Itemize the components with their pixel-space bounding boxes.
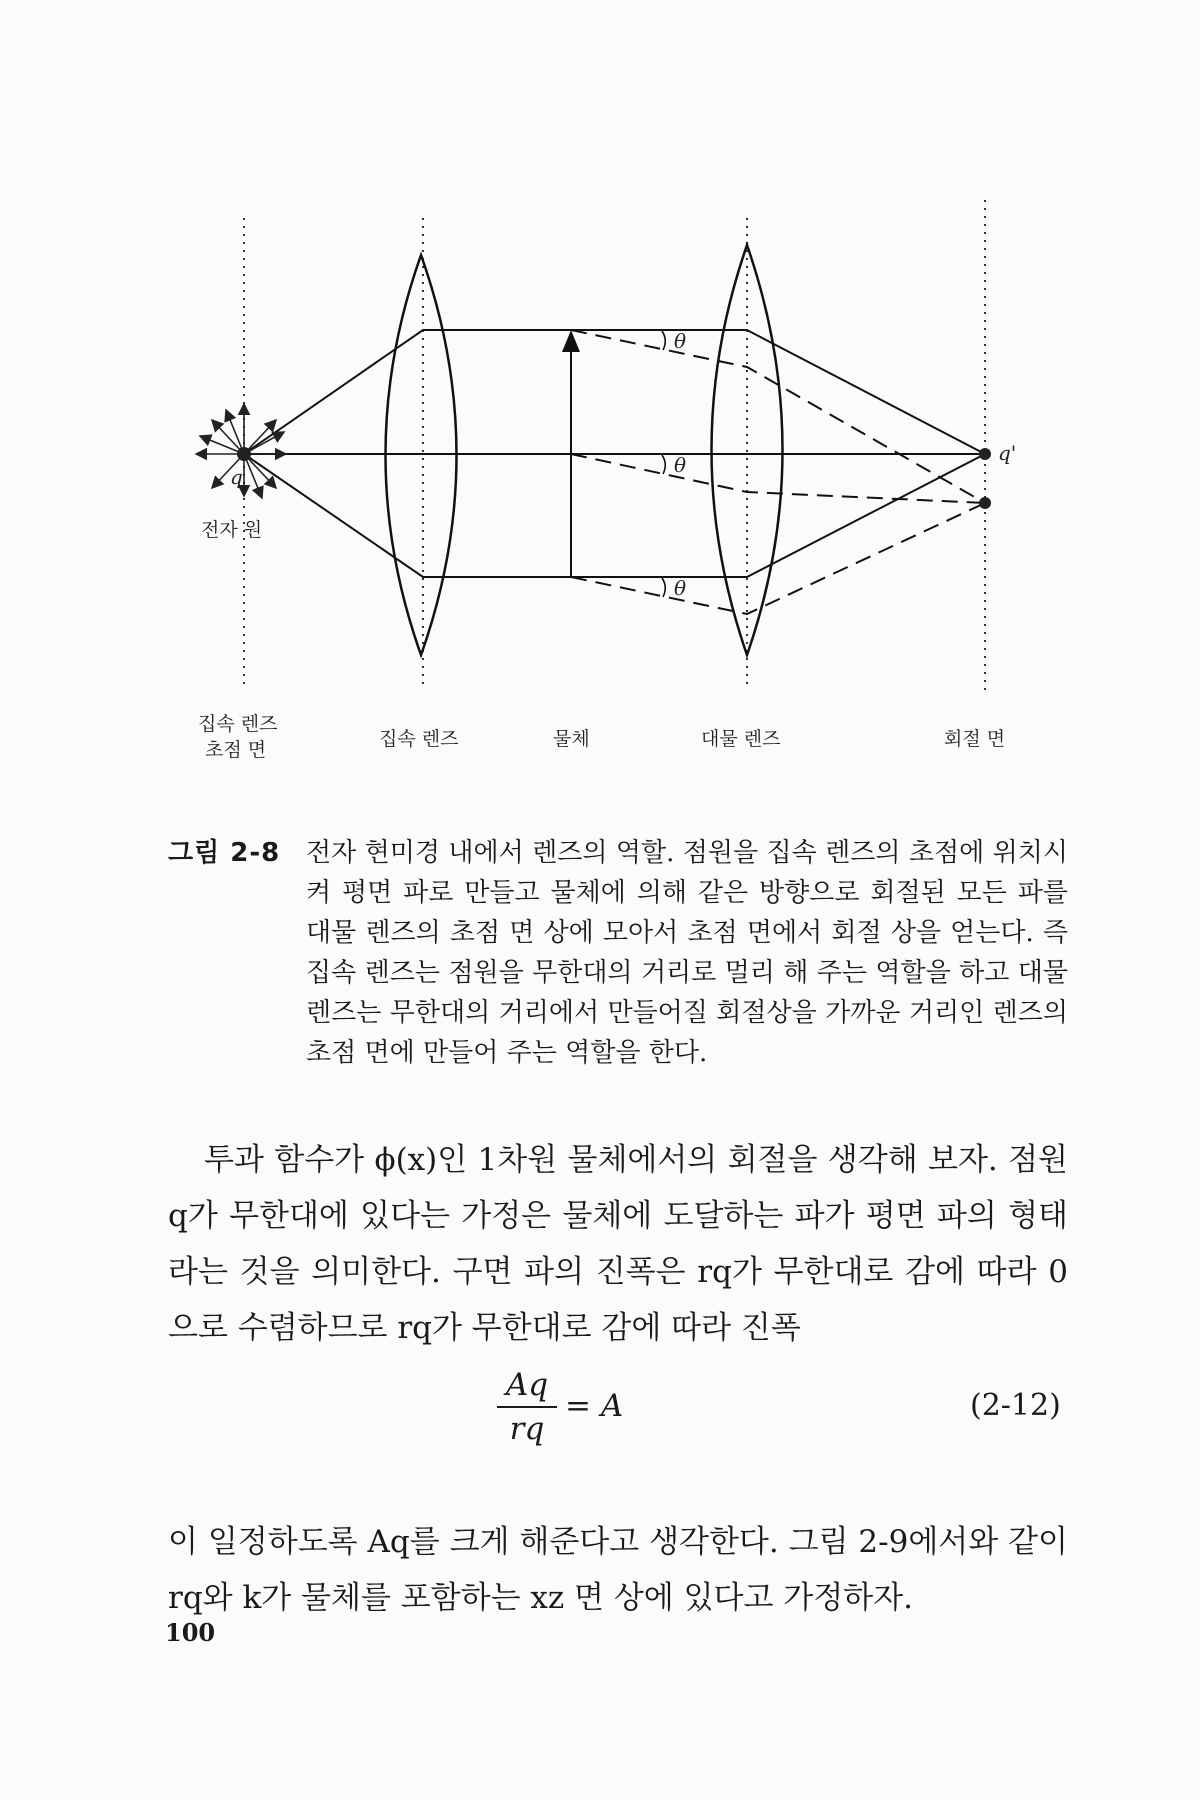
body-paragraph-1: 투과 함수가 ϕ(x)인 1차원 물체에서의 회절을 생각해 보자. 점원 q가 무한대에 있다는 가정은 물체에 도달하는 파가 평면 파의 형태라는 것을 의미한다. 구면 파의 진폭은 rq가 무한대로 감에 따라 0으로 수렴하므로 rq가 무한대로 감에 따라 진폭 <box>168 1142 1068 1346</box>
electron-source-label: 전자 원 <box>201 519 263 541</box>
figure-caption <box>168 833 1068 1073</box>
caption-text: 전자 현미경 내에서 렌즈의 역할. 점원을 집속 렌즈의 초점에 위치시켜 평면 파로 만들고 물체에 의해 같은 방향으로 회절된 모든 파를 대물 렌즈의 초점 면 상에 모아서 초점 면에서 회절 상을 얻는다. 즉 집속 렌즈는 점원을 무한대의 거리로 멀리 해 주는 역할을 하고 대물 렌즈는 무한대의 거리에서 만들어질 회절상을 가까운 거리인 렌즈의 초점 면에 만들어 주는 역할을 한다. <box>306 838 1068 1068</box>
objective-lens-label: 대물 렌즈 <box>701 728 781 750</box>
fraction-bar <box>497 1406 557 1408</box>
caption-label: 그림 2-8 <box>168 838 281 868</box>
ray-top <box>244 330 985 454</box>
theta-label-top: θ <box>674 329 687 353</box>
q-prime-label: q' <box>998 441 1017 465</box>
theta-label-middle: θ <box>674 453 687 477</box>
equation-fraction <box>497 1366 557 1448</box>
theta-label-bottom: θ <box>674 576 687 600</box>
electron-microscope-lens-diagram <box>0 0 1200 800</box>
condenser-lens-label: 집속 렌즈 <box>379 728 459 750</box>
equation-denominator: rq <box>509 1411 545 1447</box>
focal-plane-label-line1: 집속 렌즈 <box>198 713 278 735</box>
equation-numerator: Aq <box>505 1367 549 1403</box>
point-source-q <box>237 447 251 461</box>
equation-number: (2-12) <box>970 1388 1061 1423</box>
equation-2-12 <box>0 1358 1200 1448</box>
body-paragraph-2: 이 일정하도록 Aq를 크게 해준다고 생각한다. 그림 2-9에서와 같이 rq와 k가 물체를 포함하는 xz 면 상에 있다고 가정하자. <box>168 1524 1068 1616</box>
equation-rhs: = A <box>565 1388 624 1424</box>
theta-arc-middle <box>662 455 665 474</box>
diffracted-ray-top <box>571 330 985 503</box>
focal-plane-label-line2: 초점 면 <box>205 739 267 761</box>
diffraction-spot <box>979 497 991 509</box>
theta-arc-top <box>662 331 665 350</box>
diffracted-ray-middle <box>571 454 985 503</box>
object-label: 물체 <box>553 728 590 750</box>
page-number: 100 <box>165 1618 216 1647</box>
ray-bottom <box>244 454 985 577</box>
q-label: q <box>230 465 243 489</box>
diffraction-plane-label: 회절 면 <box>944 728 1006 750</box>
object-arrow-head <box>562 330 580 352</box>
focus-point-q-prime <box>979 448 991 460</box>
theta-arc-bottom <box>662 578 665 597</box>
